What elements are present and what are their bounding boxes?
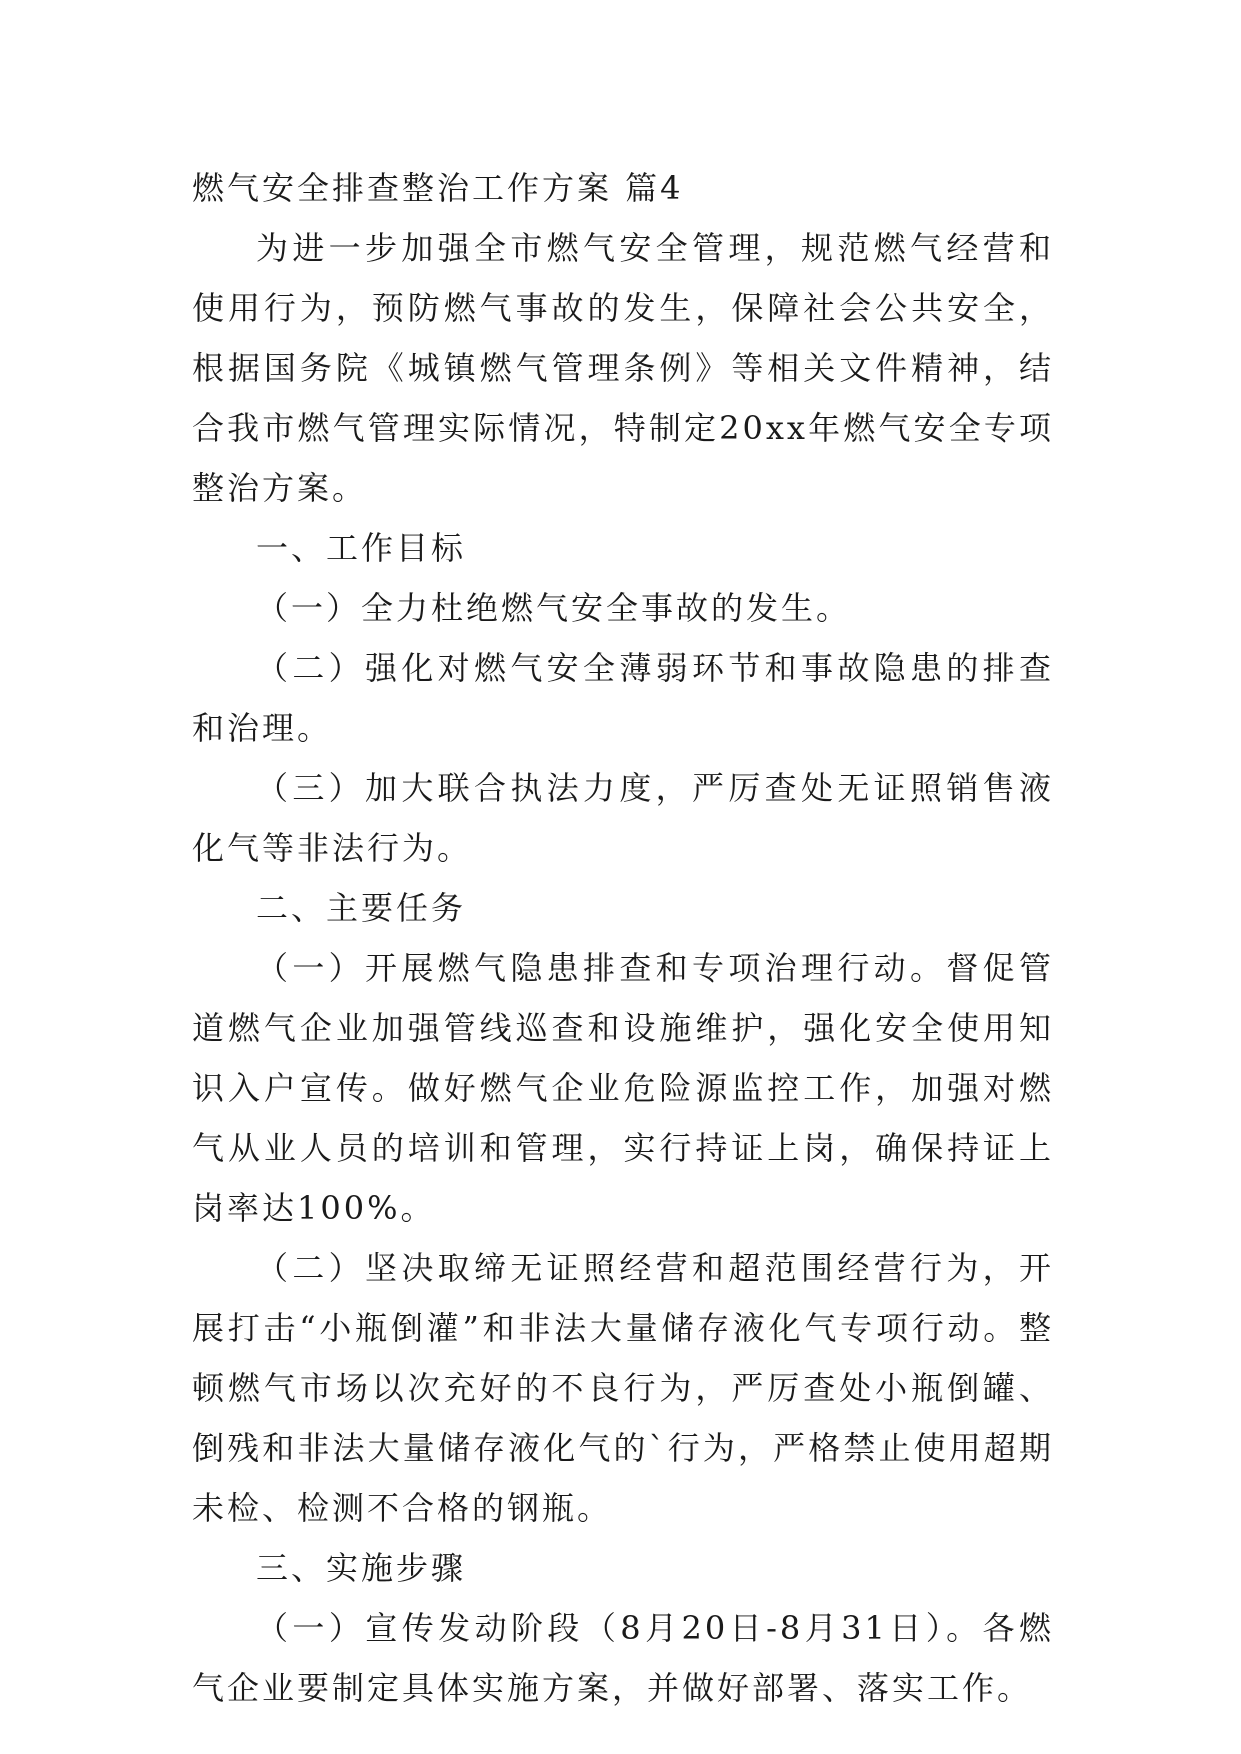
document-body [192, 158, 1054, 1718]
section-heading-goals: 一、工作目标 [256, 529, 467, 567]
section-heading-steps: 三、实施步骤 [256, 1549, 467, 1587]
intro-paragraph: 为进一步加强全市燃气安全管理，规范燃气经营和使用行为，预防燃气事故的发生，保障社会公共安全，根据国务院《城镇燃气管理条例》等相关文件精神，结合我市燃气管理实际情况，特制定20xx年燃气安全专项整治方案。 [192, 229, 1054, 507]
section-heading-tasks: 二、主要任务 [256, 889, 467, 927]
document-title: 燃气安全排查整治工作方案 篇4 [192, 169, 684, 207]
step-item-1: （一）宣传发动阶段（8月20日-8月31日）。各燃气企业要制定具体实施方案，并做好部署、落实工作。 [192, 1609, 1054, 1707]
task-item-2: （二）坚决取缔无证照经营和超范围经营行为，开展打击“小瓶倒灌”和非法大量储存液化气专项行动。整顿燃气市场以次充好的不良行为，严厉查处小瓶倒罐、倒残和非法大量储存液化气的`行为，严格禁止使用超期未检、检测不合格的钢瓶。 [192, 1249, 1054, 1527]
goal-item-2: （二）强化对燃气安全薄弱环节和事故隐患的排查和治理。 [192, 649, 1054, 747]
goal-item-1: （一）全力杜绝燃气安全事故的发生。 [256, 589, 852, 627]
goal-item-3: （三）加大联合执法力度，严厉查处无证照销售液化气等非法行为。 [192, 769, 1054, 867]
task-item-1: （一）开展燃气隐患排查和专项治理行动。督促管道燃气企业加强管线巡查和设施维护，强化安全使用知识入户宣传。做好燃气企业危险源监控工作，加强对燃气从业人员的培训和管理，实行持证上岗，确保持证上岗率达100%。 [192, 949, 1054, 1227]
